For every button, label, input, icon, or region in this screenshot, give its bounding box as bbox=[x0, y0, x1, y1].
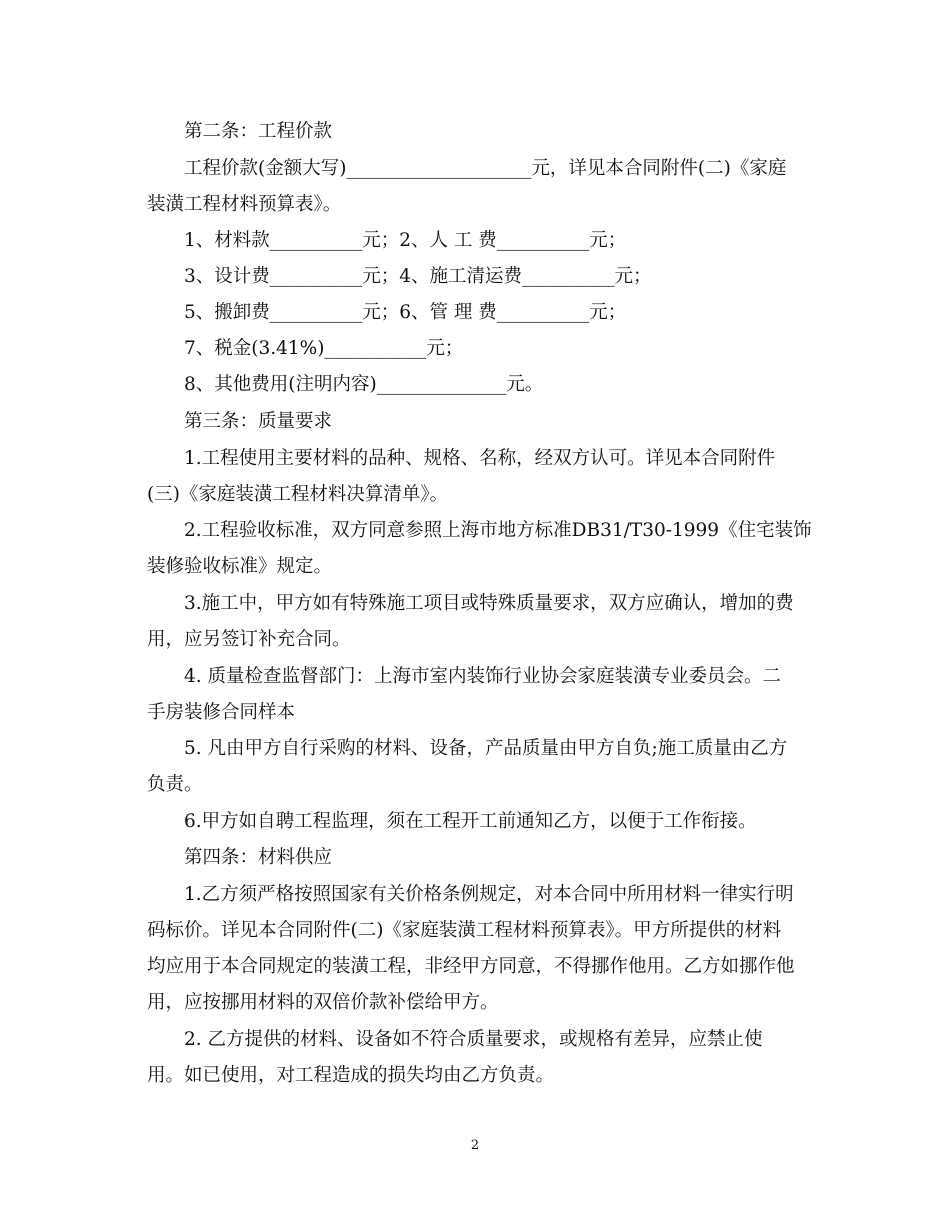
page-number: 2 bbox=[470, 1138, 480, 1153]
paragraph-line: (三)《家庭装潢工程材料决算清单》。 bbox=[147, 484, 449, 505]
paragraph-line: 1、材料款__________元；2、人 工 费__________元； bbox=[184, 230, 627, 251]
paragraph-line: 6.甲方如自聘工程监理，须在工程开工前通知乙方，以便于工作衔接。 bbox=[184, 811, 757, 832]
section-heading-2: 第二条：工程价款 bbox=[184, 121, 333, 142]
paragraph-line: 1.工程使用主要材料的品种、规格、名称，经双方认可。详见本合同附件 bbox=[184, 448, 776, 469]
paragraph-line: 7、税金(3.41%)___________元； bbox=[184, 338, 464, 359]
paragraph-line: 装潢工程材料预算表》。 bbox=[147, 194, 342, 215]
paragraph-line: 2.工程验收标准，双方同意参照上海市地方标准DB31/T30-1999《住宅装饰 bbox=[184, 520, 812, 541]
paragraph-line: 用，应按挪用材料的双倍价款补偿给甲方。 bbox=[147, 992, 499, 1013]
paragraph-line: 4. 质量检查监督部门：上海市室内装饰行业协会家庭装潢专业委员会。二 bbox=[184, 666, 782, 687]
paragraph-line: 1.乙方须严格按照国家有关价格条例规定，对本合同中所用材料一律实行明 bbox=[184, 884, 794, 905]
paragraph-line: 2. 乙方提供的材料、设备如不符合质量要求，或规格有差异，应禁止使 bbox=[184, 1029, 763, 1050]
paragraph-line: 用，应另签订补充合同。 bbox=[147, 629, 351, 650]
paragraph-line: 5、搬卸费__________元；6、管 理 费__________元； bbox=[184, 302, 627, 323]
paragraph-line: 3、设计费__________元；4、施工清运费__________元； bbox=[184, 266, 652, 287]
paragraph-line: 用。如已使用，对工程造成的损失均由乙方负责。 bbox=[147, 1065, 555, 1086]
paragraph-line: 手房装修合同样本 bbox=[147, 702, 296, 723]
section-heading-3: 第三条：质量要求 bbox=[184, 411, 333, 432]
paragraph-line: 均应用于本合同规定的装潢工程，非经甲方同意，不得挪作他用。乙方如挪作他 bbox=[147, 956, 795, 977]
section-heading-4: 第四条：材料供应 bbox=[184, 847, 333, 868]
paragraph-line: 负责。 bbox=[147, 774, 203, 795]
paragraph-line: 3.施工中，甲方如有特殊施工项目或特殊质量要求，双方应确认，增加的费 bbox=[184, 593, 794, 614]
paragraph-line: 8、其他费用(注明内容)______________元。 bbox=[184, 374, 544, 395]
paragraph-line: 装修验收标准》规定。 bbox=[147, 556, 333, 577]
paragraph-line: 码标价。详见本合同附件(二)《家庭装潢工程材料预算表》。甲方所提供的材料 bbox=[147, 920, 782, 941]
paragraph-line: 工程价款(金额大写)____________________元，详见本合同附件(二)《家庭 bbox=[184, 158, 787, 179]
paragraph-line: 5. 凡由甲方自行采购的材料、设备，产品质量由甲方自负;施工质量由乙方 bbox=[184, 738, 788, 759]
